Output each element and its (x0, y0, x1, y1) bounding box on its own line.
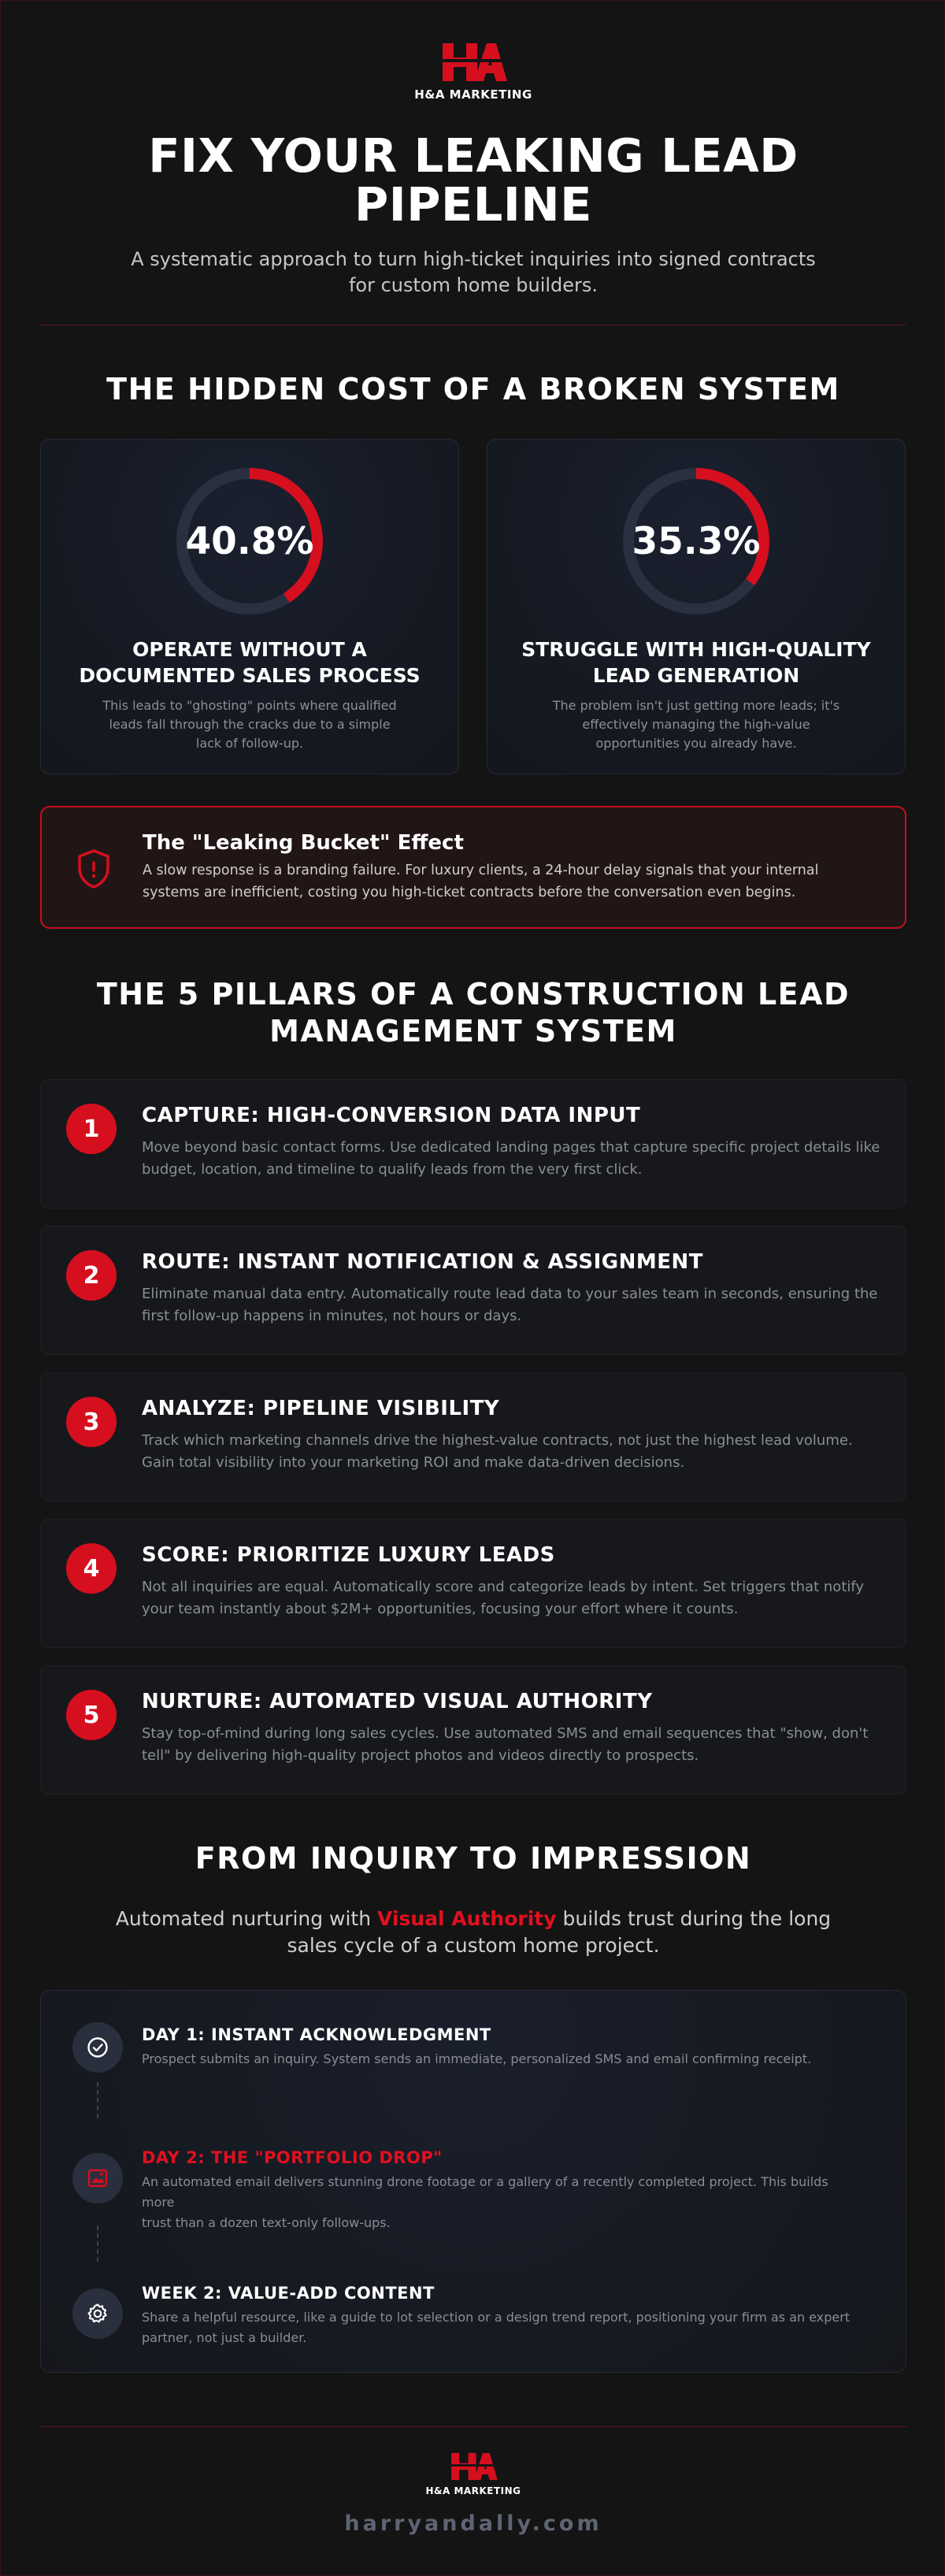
stat-card-lead-generation (487, 439, 906, 774)
stat-ring (175, 466, 324, 616)
hero-subtitle-line-1: A systematic approach to turn high-ticket inquiries into signed contracts (131, 248, 816, 270)
leaking-bucket-callout (40, 806, 906, 929)
pillar-text (142, 1723, 882, 1767)
pillar-card-analyze (40, 1372, 906, 1501)
stat-description (96, 696, 403, 753)
stat-heading-line-1: OPERATE WITHOUT A (132, 638, 367, 661)
ha-logo-mark-icon (449, 2451, 498, 2482)
logo-text: H&A MARKETING (414, 87, 532, 102)
inquiry-title: FROM INQUIRY TO IMPRESSION (195, 1841, 752, 1876)
pillars-title (1, 976, 945, 1050)
inquiry-subtitle (1, 1906, 945, 1959)
timeline-step-title: DAY 2: THE "PORTFOLIO DROP" (142, 2148, 443, 2167)
ha-logo-mark-icon (439, 40, 507, 84)
stat-value: 40.8% (185, 519, 314, 563)
timeline-step-text (142, 2307, 858, 2348)
stat-card-process (40, 439, 459, 774)
timeline-step-title: WEEK 2: VALUE-ADD CONTENT (142, 2284, 435, 2303)
pillar-title: CAPTURE: HIGH-CONVERSION DATA INPUT (142, 1104, 641, 1127)
timeline-step-text (142, 2049, 858, 2069)
timeline-step-text-line-1: An automated email delivers stunning drone footage or a gallery of a recently completed project. This builds more (142, 2174, 828, 2210)
pillar-text (142, 1430, 882, 1474)
timeline-step-text (142, 2172, 858, 2233)
stat-heading (503, 637, 889, 689)
inquiry-subtitle-line-1 (1, 1906, 945, 1932)
pillar-title: SCORE: PRIORITIZE LUXURY LEADS (142, 1543, 555, 1567)
pillar-number-badge: 3 (66, 1397, 117, 1447)
visual-authority-highlight: Visual Authority (377, 1907, 557, 1930)
timeline-connector (97, 2225, 98, 2262)
footer-logo (410, 2451, 536, 2496)
pillar-title: NURTURE: AUTOMATED VISUAL AUTHORITY (142, 1690, 653, 1713)
check-circle-icon (86, 2036, 109, 2059)
pillar-number-badge: 2 (66, 1250, 117, 1301)
timeline-step-text-line-1: Prospect submits an inquiry. System sends an immediate, personalized SMS and email confirming receipt. (142, 2051, 812, 2066)
image-icon (86, 2166, 109, 2190)
hero-subtitle (1, 247, 945, 299)
stat-description-line-3: lack of follow-up. (195, 736, 304, 751)
pillar-number-badge: 4 (66, 1543, 117, 1594)
stat-heading (57, 637, 443, 689)
nurture-timeline (40, 1990, 906, 2373)
stat-description-line-1: The problem isn't just getting more leads; it's (552, 698, 840, 713)
pillar-text-line-1: Move beyond basic contact forms. Use dedicated landing pages that capture specific project details like (142, 1139, 880, 1156)
stat-description-line-1: This leads to "ghosting" points where qualified (102, 698, 397, 713)
pillar-text-line-2: first follow-up happens in minutes, not hours or days. (142, 1308, 522, 1324)
hidden-cost-title: THE HIDDEN COST OF A BROKEN SYSTEM (106, 372, 840, 406)
stat-description (543, 696, 850, 753)
stat-heading-line-2: DOCUMENTED SALES PROCESS (79, 664, 421, 687)
pillars-title-line-1: THE 5 PILLARS OF A CONSTRUCTION LEAD (96, 977, 850, 1011)
timeline-step-title: DAY 1: INSTANT ACKNOWLEDGMENT (142, 2025, 491, 2044)
pillar-text-line-1: Stay top-of-mind during long sales cycles. Use automated SMS and email sequences that "show, don't (142, 1725, 869, 1742)
website-link[interactable]: harryandally.com (344, 2511, 602, 2536)
pillar-card-score (40, 1519, 906, 1648)
stat-heading-line-1: STRUGGLE WITH HIGH-QUALITY (521, 638, 871, 661)
pillar-text-line-2: your team instantly about $2M+ opportunities, focusing your effort where it counts. (142, 1601, 739, 1617)
timeline-connector (97, 2082, 98, 2118)
gear-icon (86, 2302, 109, 2325)
timeline-step-icon (72, 2022, 123, 2073)
pillar-number-badge: 1 (66, 1104, 117, 1154)
timeline-step-icon (72, 2153, 123, 2203)
pillar-text (142, 1283, 882, 1327)
stat-value: 35.3% (632, 519, 761, 563)
timeline-step-icon (72, 2288, 123, 2339)
pillar-text-line-2: Gain total visibility into your marketing ROI and make data-driven decisions. (142, 1454, 685, 1471)
stat-heading-line-2: LEAD GENERATION (592, 664, 800, 687)
pillar-card-nurture (40, 1665, 906, 1795)
callout-text-line-2: systems are inefficient, costing you high-ticket contracts before the conversation even begins. (143, 885, 796, 900)
callout-title: The "Leaking Bucket" Effect (143, 831, 464, 855)
pillar-text (142, 1137, 882, 1181)
pillar-text-line-2: budget, location, and timeline to qualify leads from the very first click. (142, 1161, 643, 1178)
inquiry-subtitle-pre: Automated nurturing with (115, 1907, 378, 1930)
stat-description-line-3: opportunities you already have. (595, 736, 797, 751)
pillar-number-badge: 5 (66, 1690, 117, 1740)
pillars-title-line-2: MANAGEMENT SYSTEM (269, 1014, 677, 1049)
timeline-step-text-line-1: Share a helpful resource, like a guide to lot selection or a design trend report, positioning your firm as an expert (142, 2310, 850, 2325)
pillar-text-line-1: Eliminate manual data entry. Automatically route lead data to your sales team in seconds, ensuring the (142, 1286, 878, 1302)
pillar-text (142, 1576, 882, 1620)
pillar-card-capture (40, 1079, 906, 1208)
hero-title-line-1: FIX YOUR LEAKING LEAD (148, 128, 799, 183)
hero-title-line-2: PIPELINE (354, 177, 592, 232)
shield-alert-icon (72, 847, 116, 891)
pillar-title: ROUTE: INSTANT NOTIFICATION & ASSIGNMENT (142, 1250, 703, 1274)
stat-ring (621, 466, 771, 616)
timeline-step-text-line-2: partner, not just a builder. (142, 2330, 307, 2345)
stat-description-line-2: leads fall through the cracks due to a simple (109, 717, 391, 732)
pillar-text-line-1: Not all inquiries are equal. Automatically score and categorize leads by intent. Set triggers that notify (142, 1579, 865, 1595)
footer-logo-text: H&A MARKETING (425, 2485, 521, 2496)
callout-text-line-1: A slow response is a branding failure. For luxury clients, a 24-hour delay signals that your internal (143, 863, 819, 878)
callout-text (143, 859, 873, 904)
pillar-text-line-1: Track which marketing channels drive the highest-value contracts, not just the highest lead volume. (142, 1432, 853, 1449)
inquiry-subtitle-post: builds trust during the long (556, 1907, 832, 1930)
pillar-text-line-2: tell" by delivering high-quality project photos and videos directly to prospects. (142, 1747, 699, 1764)
timeline-step-text-line-2: trust than a dozen text-only follow-ups. (142, 2215, 391, 2230)
footer-divider (40, 2426, 906, 2427)
header-logo (395, 40, 552, 102)
hero-subtitle-line-2: for custom home builders. (348, 274, 598, 296)
stat-description-line-2: effectively managing the high-value (582, 717, 810, 732)
hero-title (1, 128, 945, 232)
inquiry-subtitle-line-2: sales cycle of a custom home project. (287, 1934, 660, 1957)
pillar-card-route (40, 1226, 906, 1355)
pillar-title: ANALYZE: PIPELINE VISIBILITY (142, 1397, 500, 1420)
